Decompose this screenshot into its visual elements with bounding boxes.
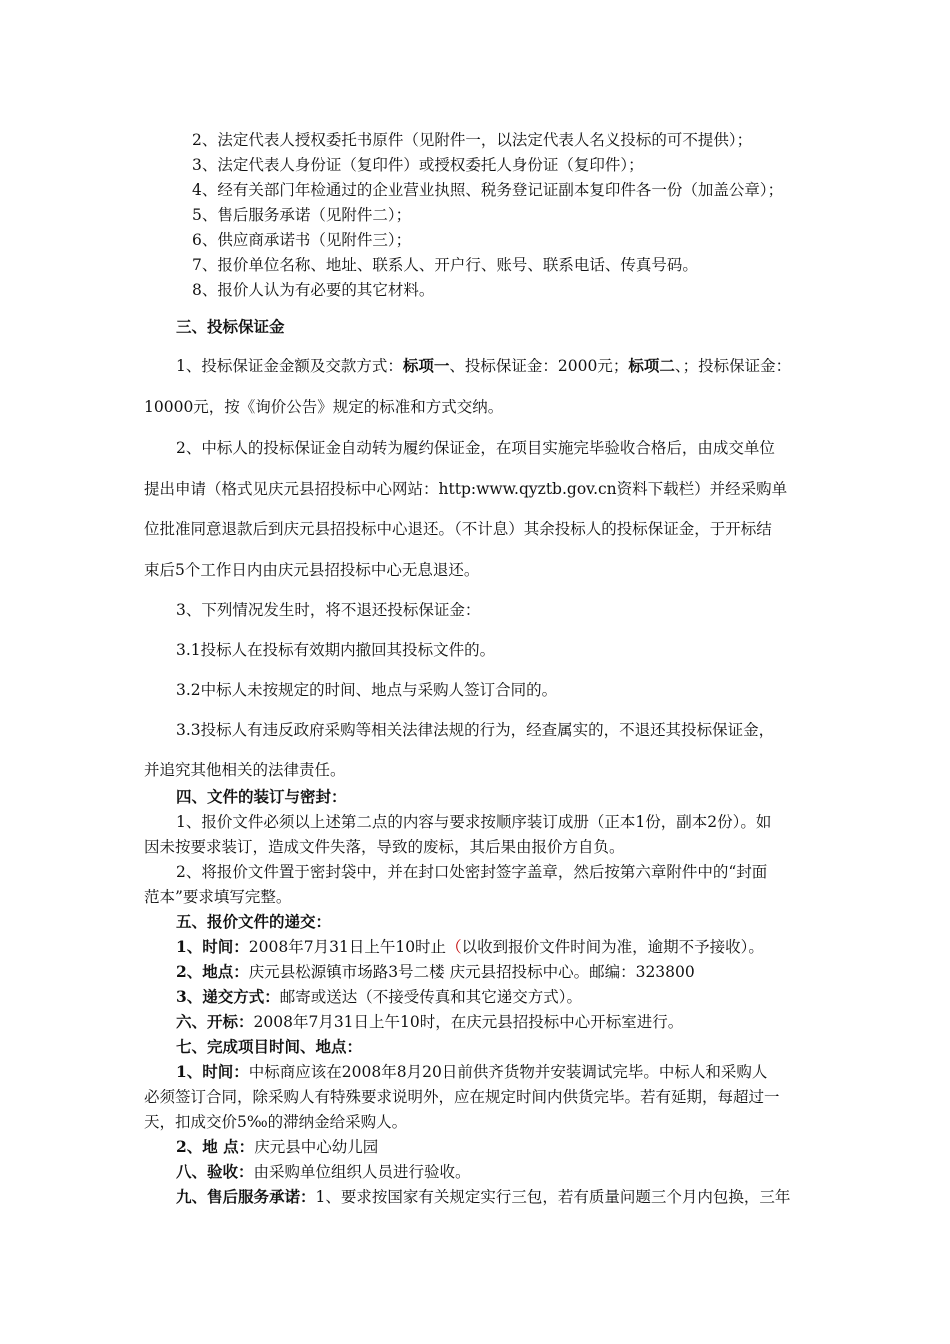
submission-location bbox=[176, 962, 695, 982]
value-note: 以收到报价文件时间为准，逾期不予接收）。 bbox=[461, 938, 764, 956]
paragraph-binding: 1、报价文件必须以上述第二点的内容与要求按顺序装订成册（正本1份，副本2份）。如 bbox=[176, 813, 772, 831]
list-item-other-materials: 8、报价人认为有必要的其它材料。 bbox=[192, 281, 435, 299]
section-heading-after-sales: 九、售后服务承诺： bbox=[176, 1187, 316, 1206]
acceptance bbox=[176, 1162, 471, 1182]
paragraph-condition-3-3: 3.3投标人有违反政府采购等相关法律法规的行为，经查属实的，不退还其投标保证金， bbox=[176, 721, 775, 739]
paragraph-forfeit-conditions: 3、下列情况发生时，将不退还投标保证金： bbox=[176, 601, 481, 619]
text-span: 1、投标保证金金额及交款方式： bbox=[176, 357, 403, 375]
paragraph-bond-transfer: 2、中标人的投标保证金自动转为履约保证金，在项目实施完毕验收合格后，由成交单位 bbox=[176, 439, 775, 457]
value: 由采购单位组织人员进行验收。 bbox=[253, 1163, 471, 1181]
label: 3、递交方式： bbox=[176, 987, 280, 1006]
paragraph-line: 提出申请（格式见庆元县招投标中心网站：http:www.qyztb.gov.cn资料下载栏）并经采购单 bbox=[144, 480, 788, 498]
section-heading-binding-sealing: 四、文件的装订与密封： bbox=[176, 787, 347, 806]
value: 庆元县中心幼儿园 bbox=[254, 1138, 379, 1156]
paragraph-condition-3-1: 3.1投标人在投标有效期内撤回其投标文件的。 bbox=[176, 641, 496, 659]
paragraph-line: 并追究其他相关的法律责任。 bbox=[144, 761, 346, 779]
paragraph-line: 束后5个工作日内由庆元县招投标中心无息退还。 bbox=[144, 561, 480, 579]
value: 1、要求按国家有关规定实行三包，若有质量问题三个月内包换，三年 bbox=[315, 1188, 791, 1206]
list-item-id-card: 3、法定代表人身份证（复印件）或授权委托人身份证（复印件）； bbox=[192, 156, 644, 174]
text-span: 、；投标保证金： bbox=[674, 357, 792, 375]
list-item-business-license: 4、经有关部门年检通过的企业营业执照、税务登记证副本复印件各一份（加盖公章）； bbox=[192, 181, 784, 199]
list-item-authorization-letter: 2、法定代表人授权委托书原件（见附件一，以法定代表人名义投标的可不提供）； bbox=[192, 131, 753, 149]
label: 2、地 点： bbox=[176, 1137, 255, 1156]
value: 庆元县松源镇市场路3号二楼 庆元县招投标中心。邮编：323800 bbox=[248, 963, 695, 981]
section-heading-submission: 五、报价文件的递交： bbox=[176, 912, 332, 931]
list-item-bidder-info: 7、报价单位名称、地址、联系人、开户行、账号、联系电话、传真号码。 bbox=[192, 256, 698, 274]
completion-location bbox=[176, 1137, 378, 1157]
lot-one-label: 标项一 bbox=[402, 356, 450, 375]
text-span: 、投标保证金：2000元； bbox=[449, 357, 629, 375]
section-heading-bid-opening: 六、开标： bbox=[176, 1012, 254, 1031]
section-heading-completion: 七、完成项目时间、地点： bbox=[176, 1037, 363, 1056]
paragraph-line: 位批准同意退款后到庆元县招投标中心退还。（不计息）其余投标人的投标保证金，于开标结 bbox=[144, 520, 772, 538]
section-heading-acceptance: 八、验收： bbox=[176, 1162, 254, 1181]
value: 中标商应该在2008年8月20日前供齐货物并安装调试完毕。中标人和采购人 bbox=[248, 1063, 768, 1081]
after-sales-commitment bbox=[176, 1187, 790, 1207]
value: 2008年7月31日上午10时止 bbox=[248, 938, 447, 956]
submission-method bbox=[176, 987, 582, 1007]
list-item-after-sales: 5、售后服务承诺（见附件二）； bbox=[192, 206, 412, 224]
paren: （ bbox=[446, 938, 462, 956]
paragraph-line: 天，扣成交价5‰的滞纳金给采购人。 bbox=[144, 1113, 408, 1131]
paragraph-bid-bond-amount bbox=[176, 356, 791, 376]
submission-time bbox=[176, 937, 764, 957]
paragraph-line: 10000元，按《询价公告》规定的标准和方式交纳。 bbox=[144, 398, 504, 416]
lot-two-label: 标项二 bbox=[628, 356, 675, 375]
list-item-supplier-commitment: 6、供应商承诺书（见附件三）； bbox=[192, 231, 412, 249]
value: 2008年7月31日上午10时，在庆元县招投标中心开标室进行。 bbox=[253, 1013, 684, 1031]
paragraph-condition-3-2: 3.2中标人未按规定的时间、地点与采购人签订合同的。 bbox=[176, 681, 558, 699]
paragraph-sealing: 2、将报价文件置于密封袋中，并在封口处密封签字盖章，然后按第六章附件中的“封面 bbox=[176, 863, 768, 881]
completion-time bbox=[176, 1062, 767, 1082]
label: 2、地点： bbox=[176, 962, 249, 981]
bid-opening bbox=[176, 1012, 683, 1032]
section-heading-bid-bond: 三、投标保证金 bbox=[176, 317, 285, 336]
paragraph-line: 范本”要求填写完整。 bbox=[144, 888, 292, 906]
label: 1、时间： bbox=[176, 1062, 249, 1081]
label: 1、时间： bbox=[176, 937, 249, 956]
paragraph-line: 必须签订合同，除采购人有特殊要求说明外，应在规定时间内供货完毕。若有延期，每超过一 bbox=[144, 1088, 780, 1106]
value: 邮寄或送达（不接受传真和其它递交方式）。 bbox=[279, 988, 583, 1006]
paragraph-line: 因未按要求装订，造成文件失落，导致的废标，其后果由报价方自负。 bbox=[144, 838, 625, 856]
